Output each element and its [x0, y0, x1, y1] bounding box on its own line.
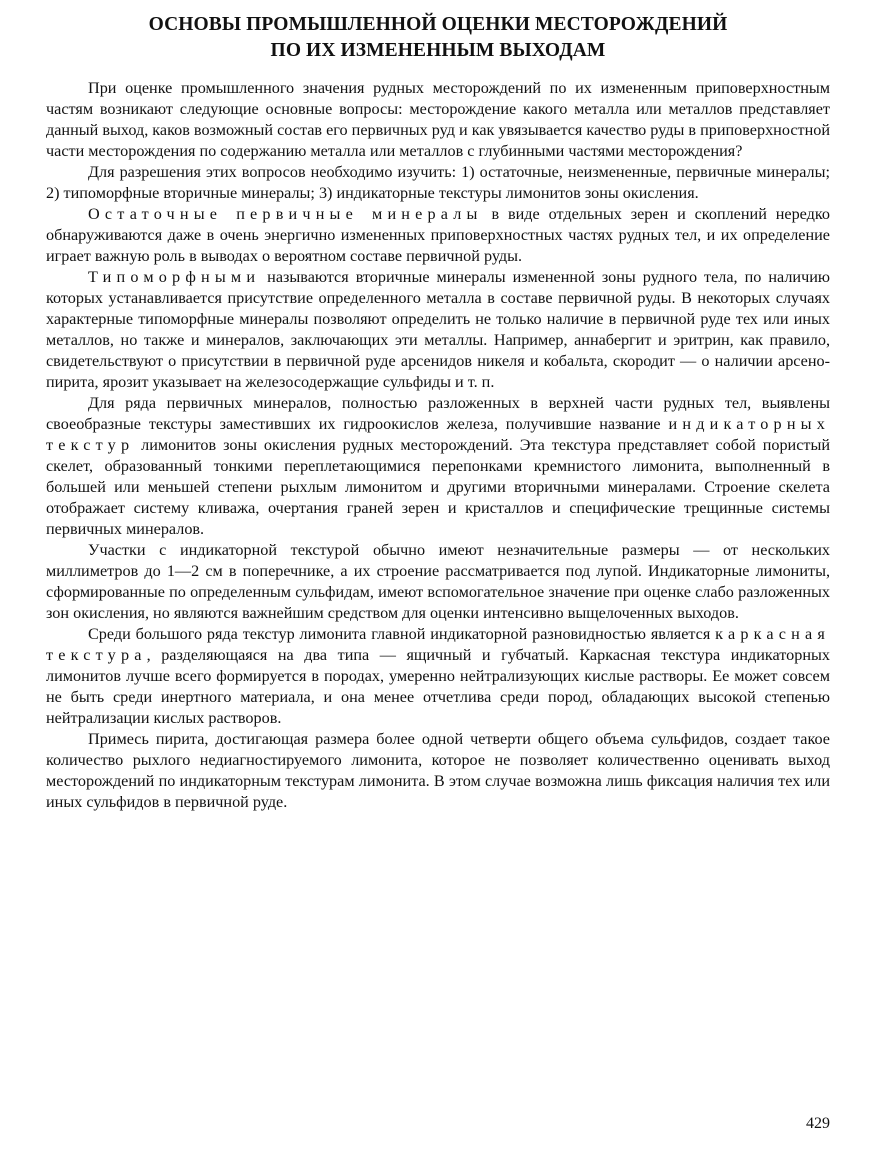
spaced-term-boxwork-texture: каркасная текстура [46, 625, 830, 664]
page-title [46, 12, 830, 64]
title-line-1: ОСНОВЫ ПРОМЫШЛЕННОЙ ОЦЕНКИ МЕСТОРОЖДЕНИЙ [148, 14, 728, 35]
page-body [46, 12, 830, 813]
paragraph-5-text-b: лимонитов зоны окисления рудных месторождений. Эта текстура представляет собой пористый скелет, образованный тонкими переплетающимися перепонками кремнистого лимонита, выполненный в большей или меньшей степени рыхлым лимонитом и другими вторичными минералами. Строение скелета отображает систему кливажа, очертания граней зерен и кристаллов и специфические трещинные системы первичных минералов. [46, 436, 830, 538]
paragraph-3-text: в виде отдельных зерен и скоплений нередко обнаруживаются даже в очень энергично измененных приповерхностных частях рудных тел, и их определение играет важную роль в выводах о вероятном составе первичной руды. [46, 205, 831, 265]
paragraph-7-text-b: , разделяющаяся на два типа — ящичный и губчатый. Каркасная текстура индикаторных лимонитов лучше всего формируется в породах, умеренно нейтрализующих кислые растворы. Ее может совсем не быть среди инертного материала, и она менее отчетлива среди пород, обладающих высокой степенью нейтрализации кислых растворов. [46, 646, 830, 727]
paragraph-4 [46, 267, 830, 393]
spaced-term-residual-minerals: Остаточные первичные минералы [88, 205, 483, 223]
title-line-2: ПО ИХ ИЗМЕНЕННЫМ ВЫХОДАМ [270, 40, 606, 61]
paragraph-7-text-a: Среди большого ряда текстур лимонита главной индикаторной разновидностью является [88, 625, 716, 643]
spaced-term-typomorphic: Типоморфными [88, 268, 261, 286]
paragraph-3 [46, 204, 830, 267]
paragraph-5 [46, 393, 830, 540]
paragraph-1: При оценке промышленного значения рудных месторождений по их измененным приповерхностным частям возникают следующие основные вопросы: месторождение какого металла или металлов представляет данный выход, каков возможный состав его первичных руд и как увязывается качество руды в приповерхностной части месторождения по содержанию металла или металлов с глубинными частями месторождения? [46, 79, 830, 160]
paragraph-6: Участки с индикаторной текстурой обычно имеют незначительные размеры — от нескольких миллиметров до 1—2 см в поперечнике, а их строение рассматривается под лупой. Индикаторные лимониты, сформированные по определенным сульфидам, имеют вспомогательное значение при оценке слабо разложенных зон окисления, но являются важнейшим средством для оценки интенсивно выщелоченных выходов. [46, 541, 830, 622]
paragraph-2: Для разрешения этих вопросов необходимо изучить: 1) остаточные, неизмененные, первичные минералы; 2) типоморфные вторичные минералы; 3) индикаторные текстуры лимонитов зоны окисления. [46, 163, 830, 202]
paragraph-4-text: называются вторичные минералы измененной зоны рудного тела, по наличию которых устанавливается присутствие определенного металла в составе первичной руды. В некоторых случаях характерные типоморфные минералы позволяют определить не только наличие в первичной руде тех или иных металлов, но также и минералов, заключающих эти металлы. Например, аннабергит и эритрин, как правило, свидетельствуют о присутствии в первичной руде арсенидов никеля и кобальта, скородит — о наличии арсенопирита, ярозит указывает на железосодержащие сульфиды и т. п. [46, 268, 830, 391]
spaced-term-indicator-textures: индикаторных текстур [46, 415, 830, 454]
paragraph-7 [46, 624, 830, 729]
page-number: 429 [806, 1115, 830, 1132]
paragraph-5-text-a: Для ряда первичных минералов, полностью разложенных в верхней части рудных тел, выявлены своеобразные текстуры заместивших их гидроокислов железа, получившие название [46, 394, 830, 433]
paragraph-8: Примесь пирита, достигающая размера более одной четверти общего объема сульфидов, создает такое количество рыхлого недиагностируемого лимонита, которое не позволяет количественно оценивать выход месторождений по индикаторным текстурам лимонита. В этом случае возможна лишь фиксация наличия тех или иных сульфидов в первичной руде. [46, 730, 830, 811]
